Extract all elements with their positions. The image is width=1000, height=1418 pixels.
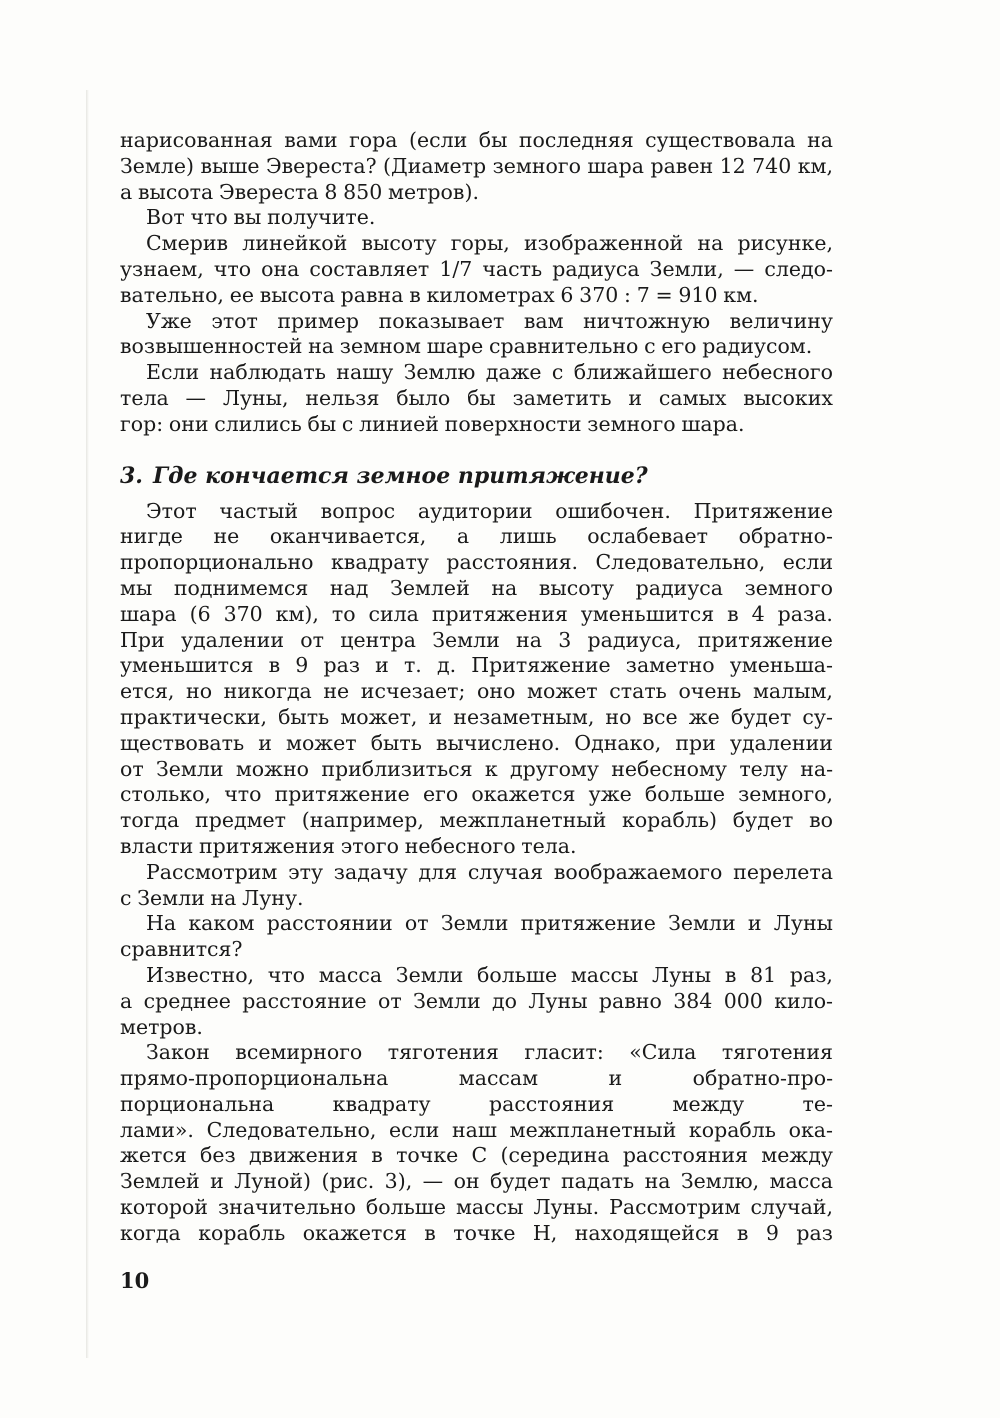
text-line: Этот частый вопрос аудитории ошибочен. Притяжение [146,498,833,523]
text-block-after-heading [120,499,833,1247]
paragraph [120,231,833,308]
paragraph [120,309,833,361]
text-line: На каком расстоянии от Земли притяжение Земли и Луны [146,911,833,936]
paragraph [120,499,833,860]
paragraph [120,860,833,912]
text-line: власти притяжения этого небесного тела. [120,833,577,858]
text-line: мы поднимемся над Землей на высоту радиуса земного [120,575,833,600]
text-line: Закон всемирного тяготения гласит: «Сила тяготения [146,1040,833,1065]
text-line: практически, быть может, и незаметным, но все же будет су- [120,704,833,729]
text-line: Известно, что масса Земли больше массы Луны в 81 раз, [146,962,833,987]
text-line: столько, что притяжение его окажется уже больше земного, [120,782,833,807]
text-line: Вот что вы получите. [146,205,376,230]
text-line: сравнится? [120,937,243,962]
text-line: Землей и Луной) (рис. 3), — он будет падать на Землю, масса [120,1169,833,1194]
text-line: уменьшится в 9 раз и т. д. Притяжение заметно уменьша- [120,653,833,678]
paragraph [120,205,833,231]
text-line: метров. [120,1014,203,1039]
text-line: ществовать и может быть вычислено. Однако, при удалении [120,730,833,755]
text-line: Рассмотрим эту задачу для случая воображаемого перелета [146,859,833,884]
text-line: При удалении от центра Земли на 3 радиуса, притяжение [120,627,833,652]
paragraph [120,911,833,963]
text-line: а среднее расстояние от Земли до Луны равно 384 000 кило- [120,988,833,1013]
text-line: возвышенностей на земном шаре сравнительно с его радиусом. [120,334,813,359]
text-line: Уже этот пример показывает вам ничтожную величину [146,308,833,333]
text-line: Смерив линейкой высоту горы, изображенной на рисунке, [146,231,833,256]
text-line: вательно, ее высота равна в километрах 6 370 : 7 = 910 км. [120,282,759,307]
text-line: от Земли можно приблизиться к другому небесному телу на- [120,756,833,781]
page-content [120,128,833,1247]
text-line: лами». Следовательно, если наш межпланетный корабль ока- [120,1117,833,1142]
text-line: которой значительно больше массы Луны. Рассмотрим случай, [120,1195,833,1220]
text-line: а высота Эвереста 8 850 метров). [120,179,479,204]
text-line: гор: они слились бы с линией поверхности земного шара. [120,411,745,436]
paragraph [120,360,833,437]
page-number: 10 [120,1268,150,1293]
text-line: нарисованная вами гора (если бы последняя существовала на [120,128,833,152]
text-line: порциональна квадрату расстояния между те- [120,1091,833,1116]
section-number: 3. [120,462,143,489]
paragraph [120,128,833,205]
text-line: когда корабль окажется в точке H, находящейся в 9 раз [120,1220,833,1245]
paragraph [120,1040,833,1246]
text-line: ется, но никогда не исчезает; оно может стать очень малым, [120,679,833,704]
text-line: тела — Луны, нельзя было бы заметить и самых высоких [120,385,833,410]
text-line: пропорционально квадрату расстояния. Следовательно, если [120,550,833,575]
text-line: нигде не оканчивается, а лишь ослабевает обратно- [120,524,833,549]
section-heading [120,460,833,492]
text-line: с Земли на Луну. [120,885,304,910]
section-title: Где кончается земное притяжение? [152,462,648,489]
text-line: шара (6 370 км), то сила притяжения уменьшится в 4 раза. [120,601,833,626]
text-line: жется без движения в точке C (середина расстояния между [120,1143,833,1168]
page-gutter-shadow [86,90,89,1358]
paragraph [120,963,833,1040]
text-line: Если наблюдать нашу Землю даже с ближайшего небесного [146,360,833,385]
text-block-before-heading [120,128,833,438]
text-line: узнаем, что она составляет 1/7 часть радиуса Земли, — следо- [120,256,833,281]
text-line: тогда предмет (например, межпланетный корабль) будет во [120,808,833,833]
text-line: прямо-пропорциональна массам и обратно-про- [120,1066,833,1091]
text-line: Земле) выше Эвереста? (Диаметр земного шара равен 12 740 км, [120,153,833,178]
